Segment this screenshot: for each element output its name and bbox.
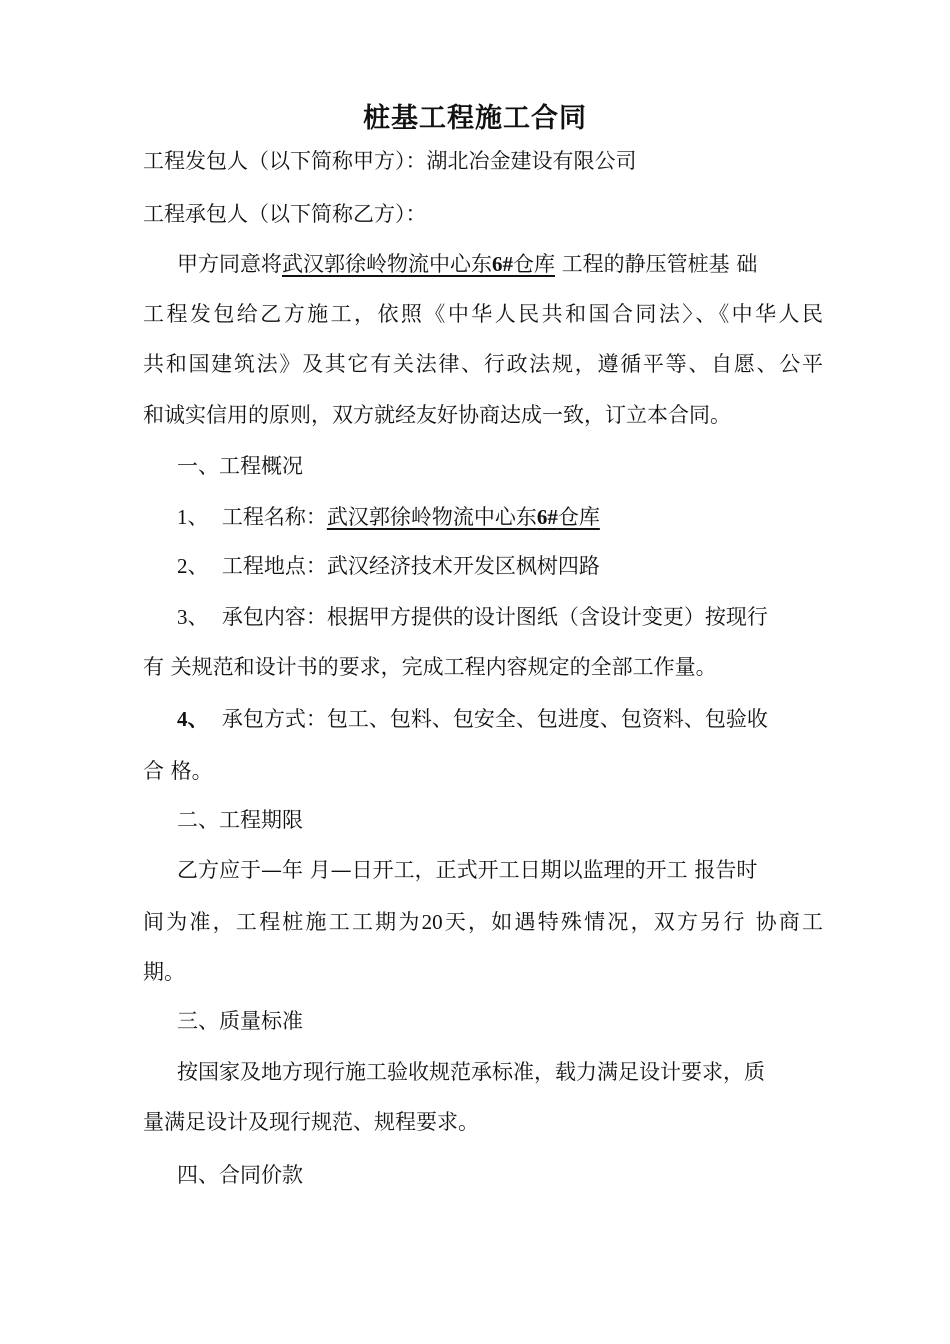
- item-1-label: 工程名称：: [221, 505, 327, 529]
- item-4-text: 承包方式：包工、包料、包安全、包进度、包资料、包验收: [221, 707, 768, 731]
- section-1-item-4-cont: 合 格。: [143, 759, 213, 783]
- section-2-line-3: 期。: [143, 960, 185, 984]
- intro-line-3: 共和国建筑法》及其它有关法律、行政法规，遵循平等、自愿、公平: [143, 352, 823, 376]
- item-2-text: 工程地点：武汉经济技术开发区枫树四路: [221, 554, 600, 578]
- intro-pre: 甲方同意将: [177, 252, 282, 276]
- intro-line-4: 和诚实信用的原则，双方就经友好协商达成一致，订立本合同。: [143, 403, 731, 427]
- item-2-number: 2、: [177, 554, 209, 578]
- section-3-line-1: 按国家及地方现行施工验收规范承标准，载力满足设计要求，质: [177, 1060, 765, 1084]
- intro-post: 工程的静压管桩基 础: [561, 252, 758, 276]
- section-3-line-2: 量满足设计及现行规范、规程要求。: [143, 1110, 479, 1134]
- item-1-value: 武汉郭徐岭物流中心东6#仓库: [326, 505, 600, 529]
- section-2-line-1: 乙方应于—年 月—日开工，正式开工日期以监理的开工 报告时: [177, 858, 758, 882]
- construction-period-days: 20: [421, 910, 443, 934]
- intro-line-1: [177, 249, 823, 279]
- section-2-line-2: 间为准，工程桩施工工期为20天，如遇特殊情况，双方另行 协商工: [143, 910, 823, 934]
- section-1-item-1: [177, 502, 823, 532]
- section-1-item-2: [177, 551, 823, 581]
- item-1-number: 1、: [177, 505, 209, 529]
- section-1-heading: 一、工程概况: [177, 454, 303, 478]
- item-4-number: 4、: [177, 707, 209, 731]
- item-3-text: 承包内容：根据甲方提供的设计图纸（含设计变更）按现行: [221, 605, 768, 629]
- section-1-item-4: [177, 704, 823, 734]
- party-a-line: 工程发包人（以下简称甲方）：湖北冶金建设有限公司: [143, 149, 637, 173]
- section-3-heading: 三、质量标准: [177, 1009, 303, 1033]
- party-b-line: 工程承包人（以下简称乙方）：: [143, 202, 427, 226]
- section-2-heading: 二、工程期限: [177, 808, 303, 832]
- section-4-heading: 四、合同价款: [177, 1163, 303, 1187]
- intro-line-2: 工程发包给乙方施工，依照《中华人民共和国合同法〉、《中华人民: [143, 302, 823, 326]
- document-title: 桩基工程施工合同: [363, 103, 587, 134]
- section-1-item-3-cont: 有 关规范和设计书的要求，完成工程内容规定的全部工作量。: [143, 655, 717, 679]
- intro-project-name: 武汉郭徐岭物流中心东6#仓库: [282, 252, 555, 276]
- section-1-item-3: [177, 602, 823, 632]
- item-3-number: 3、: [177, 605, 209, 629]
